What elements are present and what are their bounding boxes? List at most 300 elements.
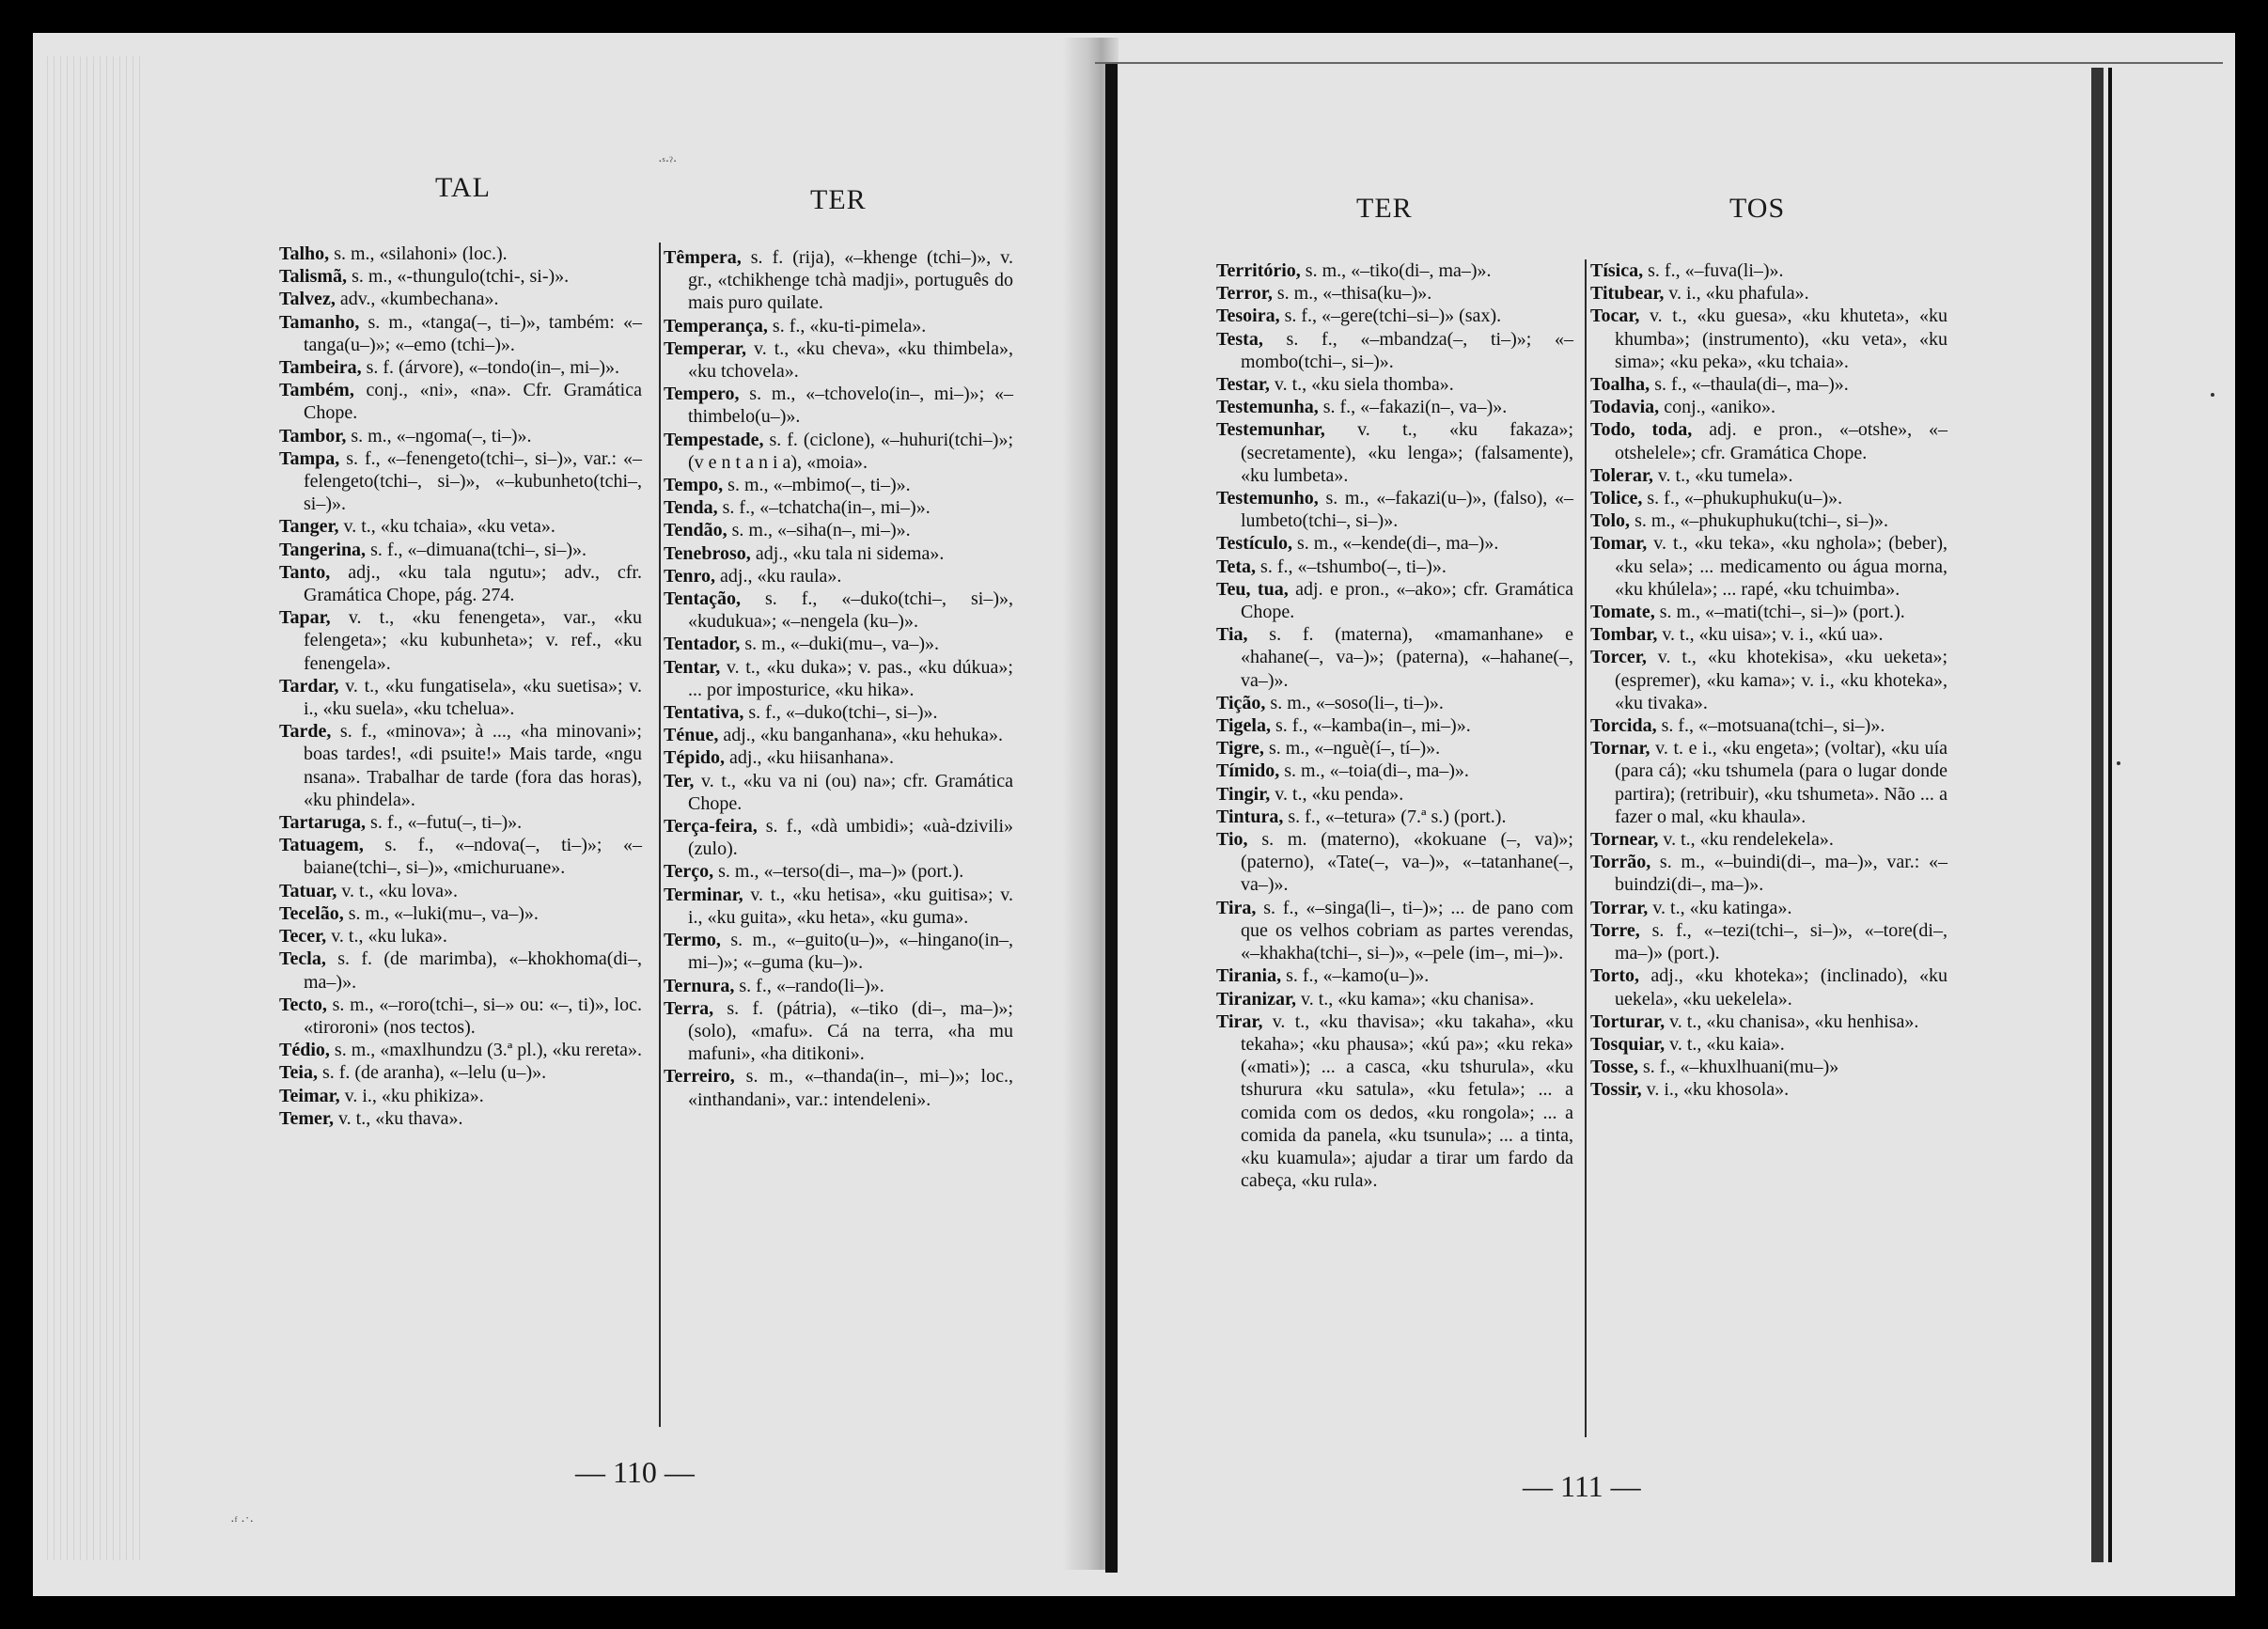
dictionary-entry (1216, 373, 1573, 396)
dictionary-entry (279, 311, 642, 356)
dictionary-entry (664, 429, 1013, 474)
dictionary-entry (1590, 487, 1947, 509)
headword: Têmpera, (664, 247, 742, 268)
definition: s. f., «–tshumbo(–, ti–)». (1256, 556, 1447, 577)
right-column-rule (1585, 259, 1587, 1437)
definition: adj. e pron., «–otshe», «–otshelele»; cfr. Gramática Chope. (1615, 419, 1947, 463)
definition: adj., «ku tala ni sidema». (750, 542, 945, 564)
dictionary-entry (279, 880, 642, 902)
dictionary-entry (1590, 919, 1947, 964)
dictionary-entry (1216, 806, 1573, 828)
definition: s. m., «–tchovelo(in–, mi–)»; «–thimbelo(u–)». (688, 384, 1013, 428)
definition: v. t., «ku luka». (326, 926, 447, 948)
definition: s. m., «-thungulo(tchi-, si-)». (347, 266, 570, 288)
dictionary-entry (1216, 623, 1573, 692)
headword: Tangerina, (279, 539, 367, 560)
headword: Terço, (664, 861, 714, 883)
dictionary-entry (279, 834, 642, 879)
dictionary-entry (1216, 760, 1573, 782)
dictionary-entry (279, 447, 642, 516)
headword: Tapar, (279, 607, 331, 629)
definition: v. t., «ku kaia». (1665, 1033, 1785, 1055)
headword: Tecelão, (279, 902, 344, 924)
headword: Tingir, (1216, 783, 1271, 805)
headword: Ténue, (664, 725, 719, 746)
headword: Tentativa, (664, 702, 744, 724)
definition: v. t., «ku va ni (ou) na»; cfr. Gramática Chope. (688, 770, 1013, 814)
definition: s. m., «–guito(u–)», «–hingano(in–, mi–)»; «–guma (ku–)». (688, 930, 1013, 974)
headword: Tecer, (279, 926, 327, 948)
definition: s. f. (rija), «–khenge (tchi–)», v. gr., «tchikhenge tchà madji», português do mais puro quilate. (688, 247, 1013, 314)
definition: s. m., «–mbimo(–, ti–)». (723, 475, 911, 496)
dictionary-entry (279, 1107, 642, 1130)
dictionary-entry (664, 929, 1013, 974)
definition: s. f., «–fenengeto(tchi–, si–)», var.: «–felengeto(tchi–, si–)», «–kubunheto(tchi–, si–)». (304, 447, 642, 515)
dictionary-entry (1216, 396, 1573, 418)
headword: Ternura, (664, 975, 735, 996)
headword: Testemunhar, (1216, 419, 1325, 441)
headword: Tolice, (1590, 488, 1643, 509)
headword: Tenebroso, (664, 542, 751, 564)
definition: v. i., «ku khosola». (1641, 1079, 1790, 1101)
headword: Tosquiar, (1590, 1033, 1666, 1055)
definition: adj. e pron., «–ako»; cfr. Gramática Chope. (1241, 578, 1574, 623)
dictionary-entry (664, 770, 1013, 815)
scan-dot (2117, 761, 2120, 765)
dictionary-entry (1590, 646, 1947, 714)
dictionary-entry (1216, 418, 1573, 487)
dictionary-entry (1216, 305, 1573, 327)
dictionary-entry (279, 243, 642, 265)
dictionary-entry (1216, 532, 1573, 555)
definition: v. t., «ku tchaia», «ku veta». (338, 516, 555, 538)
definition: s. f. (árvore), «–tondo(in–, mi–)». (361, 357, 619, 379)
dictionary-entry (279, 356, 642, 379)
dictionary-entry (1590, 851, 1947, 896)
definition: v. i., «ku phikiza». (339, 1085, 484, 1106)
definition: s. m., «–thisa(ku–)». (1272, 283, 1432, 305)
left-page-number: — 110 — (575, 1455, 695, 1489)
right-page-number: — 111 — (1523, 1469, 1641, 1503)
dictionary-entry (279, 1085, 642, 1107)
definition: v. t., «ku fakaza»; (secretamente), «ku lenga»; (falsamente), «ku lumbeta». (1241, 419, 1573, 486)
definition: s. m., «–ngoma(–, ti–)». (346, 425, 532, 446)
headword: Tempero, (664, 384, 740, 405)
definition: s. m., «–mati(tchi–, si–)» (port.). (1654, 602, 1905, 623)
headword: Tolerar, (1590, 464, 1653, 486)
definition: s. f., «–futu(–, ti–)». (366, 812, 523, 834)
definition: s. f., «–thaula(di–, ma–)». (1650, 374, 1849, 396)
dictionary-entry (1590, 1078, 1947, 1101)
headword: Tiranizar, (1216, 988, 1297, 1010)
definition: s. f. (pátria), «–tiko (di–, ma–)»; (solo), «mafu». Cá na terra, «ha mu mafuni», «ha ditikoni». (688, 997, 1013, 1065)
headword: Tornar, (1590, 738, 1650, 760)
definition: s. f., «–duko(tchi–, si–)», «kudukua»; «–nengela (ku–)». (688, 588, 1013, 633)
headword: Tépido, (664, 747, 726, 769)
dictionary-entry (664, 315, 1013, 337)
definition: v. t., «ku rendelekela». (1658, 829, 1834, 851)
dictionary-entry (1590, 623, 1947, 646)
dictionary-entry (1216, 556, 1573, 578)
left-header-tal: TAL (435, 172, 491, 203)
definition: s. m., «–duki(mu–, va–)». (740, 634, 939, 655)
definition: v. t., «ku kama»; «ku chanisa». (1296, 988, 1535, 1010)
headword: Tatuagem, (279, 835, 364, 856)
headword: Torrar, (1590, 897, 1649, 918)
definition: s. m., «–kende(di–, ma–)». (1291, 533, 1499, 555)
dictionary-entry (664, 519, 1013, 541)
headword: Tédio, (279, 1040, 330, 1061)
dictionary-entry (664, 724, 1013, 746)
dictionary-entry (1216, 692, 1573, 714)
dictionary-entry (664, 496, 1013, 519)
definition: s. f. (de aranha), «–lelu (u–)». (317, 1062, 547, 1084)
headword: Tossir, (1590, 1079, 1642, 1101)
headword: Torcida, (1590, 715, 1657, 737)
definition: s. f., «–singa(li–, ti–)»; ... de pano com que os velhos cobriam as partes verendas, «–khakha(tchi–, si–)», «–pele (im–, mi–)». (1241, 897, 1573, 964)
headword: Teu, tua, (1216, 578, 1289, 600)
headword: Tenro, (664, 565, 716, 587)
dictionary-entry (664, 587, 1013, 633)
dictionary-entry (664, 542, 1013, 565)
headword: Tigre, (1216, 738, 1264, 760)
left-column-1 (279, 243, 642, 1130)
dictionary-entry (1590, 305, 1947, 373)
headword: Tambeira, (279, 357, 362, 379)
dictionary-entry (1590, 282, 1947, 305)
dictionary-entry (1216, 964, 1573, 987)
headword: Tira, (1216, 897, 1257, 918)
dictionary-entry (1590, 1010, 1947, 1033)
dictionary-entry (664, 474, 1013, 496)
headword: Tentador, (664, 634, 741, 655)
dictionary-entry (279, 606, 642, 675)
headword: Tombar, (1590, 624, 1658, 646)
headword: Tímido, (1216, 760, 1280, 782)
dictionary-entry (279, 561, 642, 606)
headword: Teia, (279, 1062, 318, 1084)
headword: Tanto, (279, 561, 331, 583)
headword: Tatuar, (279, 880, 337, 901)
definition: v. i., «ku phafula». (1664, 283, 1809, 305)
definition: adj., «ku banganhana», «ku hehuka». (718, 725, 1004, 746)
definition: s. m., «–roro(tchi–, si–» ou: «–, ti)», loc. «tiroroni» (nos tectos). (304, 994, 642, 1038)
definition: s. m., «tanga(–, ti–)», também: «–tanga(u–)»; «–emo (tchi–)». (304, 311, 642, 355)
definition: s. m., «–nguè(í–, tí–)». (1263, 738, 1441, 760)
definition: s. m., «–fakazi(u–)», (falso), «–lumbeto(tchi–, si–)». (1241, 488, 1573, 532)
definition: v. t., «ku thavisa»; «ku takaha», «ku tekaha»; «ku phausa»; «kú pa»; «ku reka» («mati»); ... a casca, «ku tshurula», «ku tshurura «ku satula», «ku fetula»; ... a comida com os dedos, «ku rongola»; ... a comida da panela, «ku tsunula»; ... a tinta, «ku kuamula»; ajudar a tirar um fardo da cabeça, «ku rula». (1241, 1010, 1573, 1192)
headword: Tesoira, (1216, 305, 1280, 327)
dictionary-entry (1590, 373, 1947, 396)
definition: s. f., «–fakazi(n–, va–)». (1318, 397, 1508, 418)
definition: s. f., «dà umbidi»; «uà-dzivili» (zulo). (688, 816, 1013, 860)
headword: Tempestade, (664, 429, 764, 450)
definition: v. t., «ku siela thomba». (1269, 374, 1454, 396)
dictionary-entry (1590, 1056, 1947, 1078)
headword: Tendão, (664, 520, 727, 541)
definition: v. t., «ku hetisa», «ku guitisa»; v. i., «ku guita», «ku heta», «ku guma». (688, 884, 1013, 928)
headword: Temperança, (664, 315, 768, 337)
definition: v. t., «ku cheva», «ku thimbela», «ku tchovela». (688, 337, 1013, 383)
headword: Todo, toda, (1590, 419, 1693, 441)
dictionary-entry (664, 383, 1013, 428)
dictionary-entry (664, 884, 1013, 929)
dictionary-entry (664, 997, 1013, 1066)
dictionary-entry (1590, 828, 1947, 851)
dictionary-entry (1590, 601, 1947, 623)
dictionary-entry (664, 701, 1013, 724)
headword: Teta, (1216, 556, 1257, 577)
headword: Testar, (1216, 374, 1270, 396)
definition: v. t., «ku khotekisa», «ku ueketa»; (espremer), «ku kama»; v. i., «ku khoteka», «ku tivaka». (1615, 647, 1947, 713)
dictionary-entry (664, 860, 1013, 883)
headword: Torto, (1590, 965, 1640, 987)
headword: Tenda, (664, 497, 718, 519)
dictionary-entry (1216, 897, 1573, 965)
dictionary-entry (279, 515, 642, 538)
headword: Testemunha, (1216, 397, 1319, 418)
scan-speck: ·ˢ·ˀ· (658, 155, 678, 169)
headword: Tentação, (664, 588, 742, 610)
headword: Temer, (279, 1107, 334, 1129)
dictionary-entry (1216, 988, 1573, 1010)
right-page-top-edge (1095, 62, 2223, 64)
headword: Torturar, (1590, 1010, 1666, 1032)
dictionary-entry (279, 925, 642, 948)
dictionary-entry (664, 815, 1013, 860)
headword: Torrão, (1590, 852, 1651, 873)
definition: s. f., «–kamba(in–, mi–)». (1270, 715, 1471, 737)
headword: Talismã, (279, 266, 348, 288)
headword: Tampa, (279, 447, 340, 469)
definition: v. t., «ku katinga». (1648, 897, 1792, 918)
dictionary-entry (1590, 396, 1947, 418)
book-spine (1105, 64, 1118, 1573)
definition: s. f., «–fuva(li–)». (1643, 260, 1784, 281)
definition: s. f., «–duko(tchi–, si–)». (743, 702, 938, 724)
headword: Também, (279, 380, 354, 401)
dictionary-entry (664, 746, 1013, 769)
dictionary-entry (1590, 897, 1947, 919)
dictionary-entry (279, 675, 642, 720)
definition: s. m., «silahoni» (loc.). (329, 243, 508, 264)
headword: Tirar, (1216, 1010, 1263, 1032)
left-column-rule (659, 243, 661, 1427)
headword: Todavia, (1590, 397, 1660, 418)
dictionary-entry (1216, 328, 1573, 373)
definition: s. m., «–buindi(di–, ma–)», var.: «–buindzi(di–, ma–)». (1615, 852, 1947, 896)
definition: s. m., «–luki(mu–, va–)». (343, 902, 539, 924)
definition: adj., «ku hiisanhana». (725, 747, 894, 769)
definition: adj., «ku raula». (715, 565, 842, 587)
dictionary-entry (1216, 828, 1573, 897)
dictionary-entry (1590, 714, 1947, 737)
dictionary-entry (279, 288, 642, 310)
dictionary-entry (279, 994, 642, 1039)
headword: Torcer, (1590, 647, 1647, 668)
headword: Terra, (664, 997, 714, 1019)
dictionary-entry (1216, 282, 1573, 305)
headword: Tempo, (664, 475, 724, 496)
headword: Titubear, (1590, 283, 1665, 305)
scan-speck: ·ᶠ ·˙· (230, 1515, 255, 1529)
definition: v. t., «ku teka», «ku nghola»; (beber), «ku sela»; ... medicamento ou água morna, «ku khúlela»; ... rapé, «ku tchuimba». (1615, 533, 1947, 600)
definition: v. t., «ku uisa»; v. i., «kú ua». (1657, 624, 1884, 646)
definition: adj., «ku tala ngutu»; adv., cfr. Gramática Chope, pág. 274. (304, 561, 642, 606)
headword: Tio, (1216, 829, 1248, 851)
dictionary-entry (279, 539, 642, 561)
definition: s. f., «–kamo(u–)». (1281, 965, 1430, 987)
dictionary-entry (1590, 509, 1947, 532)
definition: s. f., «–tezi(tchi–, si–)», «–tore(di–, ma–)» (port.). (1615, 919, 1947, 964)
definition: v. t., «ku guesa», «ku khuteta», «ku khumba»; (instrumento), «ku veta», «ku sima»; «ku peka», «ku tchaia». (1615, 305, 1947, 372)
headword: Talho, (279, 243, 330, 264)
definition: s. f. (materna), «mamanhane» e «hahane(–, va–)»; (paterna), «–hahane(–, va–)». (1241, 624, 1573, 691)
dictionary-entry (1216, 259, 1573, 282)
dictionary-entry (1216, 737, 1573, 760)
headword: Tomar, (1590, 533, 1648, 555)
headword: Tigela, (1216, 715, 1271, 737)
scan-dot (2211, 393, 2214, 397)
headword: Tentar, (664, 656, 721, 678)
definition: v. t., «ku duka»; v. pas., «ku dúkua»; ... por imposturice, «ku hika». (688, 656, 1013, 700)
headword: Toalha, (1590, 374, 1650, 396)
definition: conj., «aniko». (1659, 397, 1776, 418)
definition: s. f., «–ndova(–, ti–)»; «–baiane(tchi–, si–)», «michuruane». (304, 835, 642, 879)
dictionary-entry (279, 948, 642, 993)
headword: Tornear, (1590, 829, 1659, 851)
dictionary-entry (1590, 418, 1947, 463)
dictionary-entry (1590, 737, 1947, 828)
dictionary-entry (664, 633, 1013, 655)
definition: v. t., «ku chanisa», «ku henhisa». (1665, 1010, 1919, 1032)
dictionary-entry (1590, 964, 1947, 1010)
definition: v. t., «ku lova». (336, 880, 459, 901)
headword: Terminar, (664, 884, 743, 905)
definition: s. f., «–tetura» (7.ª s.) (port.). (1283, 806, 1507, 827)
definition: v. t., «ku tumela». (1652, 464, 1793, 486)
dictionary-entry (279, 1061, 642, 1084)
headword: Tecla, (279, 948, 326, 970)
definition: v. t., «ku fenengeta», var., «ku felengeta»; «ku kubunheta»; v. ref., «ku fenengela». (304, 607, 642, 674)
right-header-ter: TER (1356, 193, 1413, 224)
right-page-edge-line (2108, 68, 2112, 1562)
dictionary-entry (279, 902, 642, 925)
definition: s. f., «–tchatcha(in–, mi–)». (717, 497, 931, 519)
headword: Tamanho, (279, 311, 360, 333)
headword: Testa, (1216, 328, 1263, 350)
definition: v. t., «ku penda». (1270, 783, 1404, 805)
dictionary-entry (664, 565, 1013, 587)
headword: Tia, (1216, 624, 1248, 646)
dictionary-entry (1216, 714, 1573, 737)
headword: Tísica, (1590, 260, 1644, 281)
headword: Tintura, (1216, 806, 1284, 827)
definition: s. f. (de marimba), «–khokhoma(di–, ma–)». (304, 948, 642, 993)
dictionary-entry (279, 379, 642, 424)
definition: s. m., «–phukuphuku(tchi–, si–)». (1630, 510, 1889, 532)
definition: s. f., «–khuxlhuani(mu–)» (1637, 1057, 1839, 1078)
dictionary-entry (664, 246, 1013, 315)
headword: Tomate, (1590, 602, 1655, 623)
headword: Tambor, (279, 425, 347, 446)
headword: Terça-feira, (664, 816, 758, 838)
definition: conj., «ni», «na». Cfr. Gramática Chope. (304, 380, 642, 424)
definition: s. f., «minova»; à ..., «ha minovani»; boas tardes!, «di psuite!» Mais tarde, «ngu nsana». Trabalhar de tarde (fora das horas), «ku phindela». (304, 721, 642, 810)
dictionary-entry (1216, 783, 1573, 806)
right-page-edge (2091, 68, 2104, 1562)
left-column-2 (664, 246, 1013, 1111)
dictionary-entry (1590, 259, 1947, 282)
headword: Tecto, (279, 994, 327, 1015)
definition: s. m., «–tiko(di–, ma–)». (1300, 260, 1492, 281)
dictionary-entry (664, 975, 1013, 997)
dictionary-entry (1216, 1010, 1573, 1193)
headword: Teimar, (279, 1085, 340, 1106)
dictionary-entry (279, 1039, 642, 1061)
dictionary-entry (279, 265, 642, 288)
dictionary-entry (1216, 487, 1573, 532)
definition: s. f., «–dimuana(tchi–, si–)». (366, 539, 587, 560)
definition: s. m., «–thanda(in–, mi–)»; loc., «inthandani», var.: intendeleni». (688, 1066, 1013, 1110)
headword: Talvez, (279, 289, 336, 310)
headword: Tocar, (1590, 305, 1640, 327)
definition: s. f., «–motsuana(tchi–, si–)». (1656, 715, 1885, 737)
dictionary-entry (664, 656, 1013, 701)
dictionary-entry (1590, 1033, 1947, 1056)
headword: Tanger, (279, 516, 339, 538)
headword: Terreiro, (664, 1066, 735, 1088)
headword: Termo, (664, 930, 721, 951)
definition: s. f., «–phukuphuku(u–)». (1642, 488, 1843, 509)
definition: v. t. e i., «ku engeta»; (voltar), «ku uía (para cá); «ku tshumela (para o lugar donde partira); (retribuir), «ku tshumeta». Não ... a fazer o mal, «ku khaula». (1615, 738, 1947, 827)
dictionary-entry (1590, 464, 1947, 487)
headword: Tolo, (1590, 510, 1631, 532)
right-column-1 (1216, 259, 1573, 1192)
right-column-2 (1590, 259, 1947, 1102)
definition: s. m., «–soso(li–, ti–)». (1265, 692, 1444, 713)
left-header-ter: TER (810, 184, 867, 215)
definition: s. m., «–toia(di–, ma–)». (1279, 760, 1469, 782)
headword: Tarde, (279, 721, 332, 743)
definition: s. f., «–mbandza(–, ti–)»; «–mombo(tchi–, si–)». (1241, 328, 1573, 372)
headword: Ter, (664, 770, 695, 791)
headword: Terror, (1216, 283, 1273, 305)
headword: Território, (1216, 260, 1301, 281)
definition: s. m. (materno), «kokuane (–, va)»; (paterno), «Tate(–, va–)», «–tatanhane(–, va–)». (1241, 829, 1573, 896)
dictionary-entry (279, 425, 642, 447)
headword: Tardar, (279, 675, 339, 697)
definition: s. m., «–terso(di–, ma–)» (port.). (713, 861, 964, 883)
left-page-edge (47, 56, 141, 1560)
dictionary-entry (1216, 578, 1573, 623)
definition: s. m., «maxlhundzu (3.ª pl.), «ku rereta». (329, 1040, 643, 1061)
headword: Tartaruga, (279, 812, 367, 834)
headword: Tirania, (1216, 965, 1282, 987)
dictionary-entry (279, 720, 642, 811)
headword: Testemunho, (1216, 488, 1319, 509)
headword: Torre, (1590, 919, 1640, 941)
definition: adj., «ku khoteka»; (inclinado), «ku uekela», «ku uekelela». (1615, 965, 1947, 1010)
right-header-tos: TOS (1729, 193, 1786, 224)
definition: v. t., «ku fungatisela», «ku suetisa»; v. i., «ku suela», «ku tchelua». (304, 675, 642, 720)
dictionary-entry (279, 811, 642, 834)
headword: Tosse, (1590, 1057, 1638, 1078)
definition: adv., «kumbechana». (335, 289, 499, 310)
dictionary-entry (664, 1065, 1013, 1110)
definition: s. f. (ciclone), «–huhuri(tchi–)»; (v e n t a n i a), «moia». (688, 429, 1013, 473)
dictionary-entry (664, 337, 1013, 383)
